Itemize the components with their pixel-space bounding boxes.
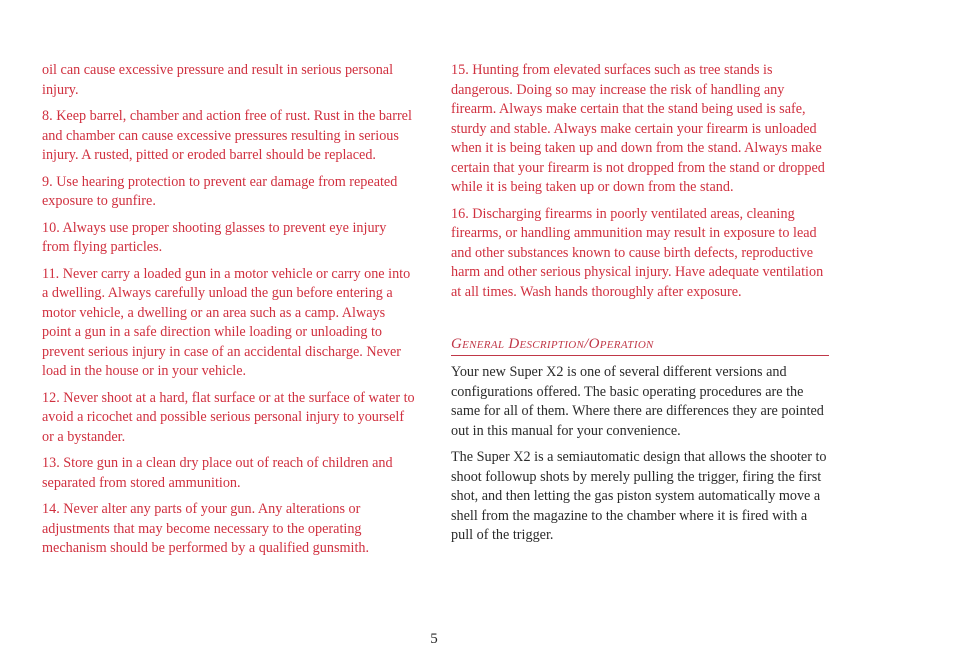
warning-paragraph: 15. Hunting from elevated surfaces such as tree stands is dangerous. Doing so may increase the risk of handling any firearm. Always make certain that the stand being used is safe, sturdy and stable. Always make certain your firearm is unloaded when it is being taken up and down from the stand. Always make certain that your firearm is not dropped from the stand or dropped while it is being taken up or down from the stand. [451, 62, 825, 195]
left-column [42, 61, 416, 566]
warning-paragraph: 10. Always use proper shooting glasses to prevent eye injury from flying particles. [42, 219, 387, 255]
warning-paragraph: 11. Never carry a loaded gun in a motor vehicle or carry one into a dwelling. Always carefully unload the gun before entering a motor vehicle, a dwelling or an area such as a camp. Always point a gun in a safe direction while loading or unloading to prevent serious injury in case of an accidental discharge. Never load in the house or in your vehicle. [42, 265, 411, 379]
body-paragraph: Your new Super X2 is one of several different versions and configurations offered. The basic operating procedures are the same for all of them. Where there are differences they are pointed out in this manual for your convenience. [451, 364, 824, 439]
section-heading: General Description/Operation [451, 335, 829, 356]
body-paragraph: The Super X2 is a semiautomatic design that allows the shooter to shoot followup shots by merely pulling the trigger, firing the first shot, and then letting the gas piston system automatically move a shell from the magazine to the chamber where it is fired with a pull of the trigger. [451, 449, 827, 543]
warning-paragraph: 8. Keep barrel, chamber and action free of rust. Rust in the barrel and chamber can cause excessive pressures resulting in serious injury. A rusted, pitted or eroded barrel should be replaced. [42, 108, 412, 163]
warning-paragraph: 12. Never shoot at a hard, flat surface or at the surface of water to avoid a ricochet and possible serious personal injury to yourself or a bystander. [42, 389, 415, 445]
warning-paragraph: 14. Never alter any parts of your gun. Any alterations or adjustments that may become necessary to the operating mechanism should be performed by a qualified gunsmith. [42, 501, 370, 556]
warning-paragraph: 9. Use hearing protection to prevent ear damage from repeated exposure to gunfire. [42, 173, 398, 209]
page-number: 5 [430, 631, 438, 647]
warning-paragraph: oil can cause excessive pressure and result in serious personal injury. [42, 62, 394, 98]
warning-paragraph: 13. Store gun in a clean dry place out of reach of children and separated from stored ammunition. [42, 455, 393, 491]
right-column [451, 61, 829, 553]
warning-paragraph: 16. Discharging firearms in poorly ventilated areas, cleaning firearms, or handling ammunition may result in exposure to lead and other substances known to cause birth defects, reproductive harm and other serious physical injury. Have adequate ventilation at all times. Wash hands thoroughly after exposure. [451, 205, 824, 300]
